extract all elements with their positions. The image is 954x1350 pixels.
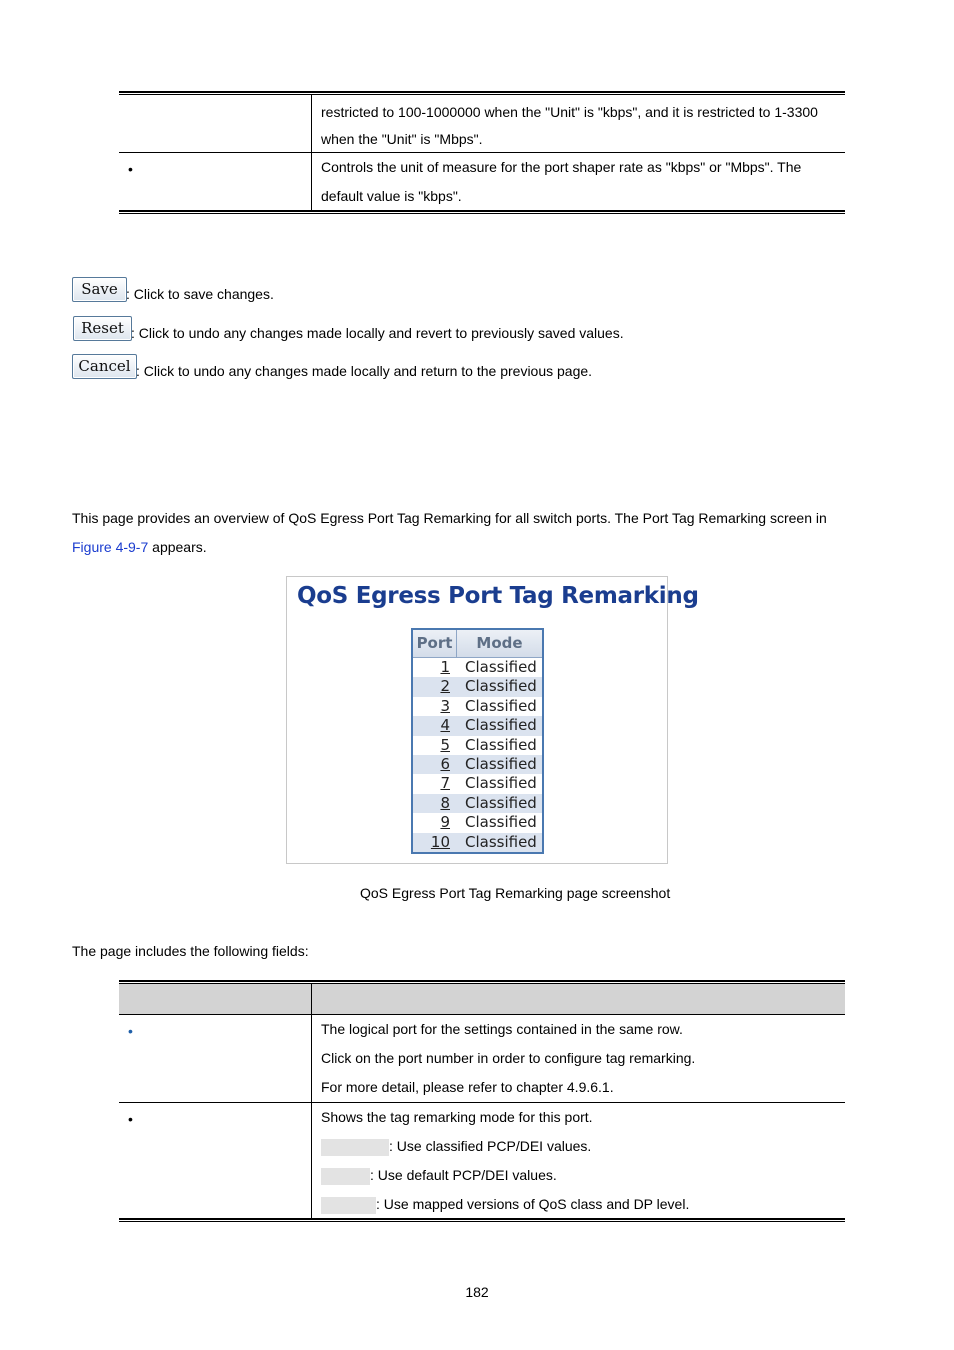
table-row (119, 95, 845, 153)
intro-line-2 (72, 539, 207, 555)
mode-option-mapped (321, 1190, 837, 1219)
intro-line-2-rest: appears. (148, 539, 207, 555)
intro-line-1: This page provides an overview of QoS Egress Port Tag Remarking for all switch ports. The Port Tag Remarking screen in (72, 510, 827, 526)
port-link[interactable]: 4 (440, 716, 450, 735)
mode-value: Classified (465, 658, 537, 676)
mode-value: Classified (465, 774, 537, 793)
bullet-icon: • (128, 1111, 133, 1127)
figure-screenshot (286, 576, 699, 864)
table-cell-label (119, 95, 312, 152)
mode-value: Classified (465, 716, 537, 735)
save-button-desc: : Click to save changes. (126, 286, 274, 302)
save-button[interactable]: Save (72, 277, 127, 302)
desc-line: when the "Unit" is "Mbps". (321, 131, 483, 147)
cancel-button[interactable]: Cancel (72, 354, 137, 379)
table-row (413, 774, 542, 793)
reset-button[interactable]: Reset (73, 316, 132, 341)
mode-option-classified (321, 1132, 837, 1161)
page-number: 182 (465, 1284, 489, 1300)
port-link[interactable]: 8 (440, 793, 450, 812)
port-mode-table (411, 628, 544, 854)
table-row (119, 1103, 845, 1218)
desc-line: default value is "kbps". (321, 188, 462, 204)
table-cell-desc (312, 1015, 845, 1102)
table-row (119, 153, 845, 210)
desc-line: restricted to 100-1000000 when the "Unit" is "kbps", and it is restricted to 1-3300 (321, 104, 818, 120)
port-table-body (413, 658, 542, 852)
mode-value: Classified (465, 754, 537, 773)
table-bottom-rule (119, 210, 845, 214)
desc-line: Controls the unit of measure for the port shaper rate as "kbps" or "Mbps". The (321, 159, 802, 175)
reset-button-desc: : Click to undo any changes made locally and revert to previously saved values. (131, 325, 624, 341)
desc-line: For more detail, please refer to chapter 4.9.6.1. (321, 1079, 614, 1095)
table-cell-label (119, 153, 312, 210)
option-desc: : Use default PCP/DEI values. (370, 1167, 557, 1183)
table-row (413, 736, 542, 755)
table-row (413, 677, 542, 696)
mode-value: Classified (465, 832, 537, 851)
port-link[interactable]: 5 (440, 735, 450, 754)
figure-caption: QoS Egress Port Tag Remarking page screenshot (360, 885, 671, 901)
header-cell-description (312, 984, 845, 1014)
table-cell-desc (312, 153, 845, 210)
top-table (119, 91, 845, 214)
option-desc: : Use mapped versions of QoS class and DP level. (376, 1196, 690, 1212)
table-row (413, 658, 542, 677)
cancel-button-desc: : Click to undo any changes made locally and return to the previous page. (136, 363, 593, 379)
option-desc: : Use classified PCP/DEI values. (389, 1138, 592, 1154)
save-button-line (72, 277, 274, 305)
port-link[interactable]: 10 (430, 832, 450, 851)
fields-table (119, 980, 845, 1222)
port-link[interactable]: 3 (440, 696, 450, 715)
mode-value: Classified (465, 793, 537, 812)
port-link[interactable]: 9 (440, 813, 450, 832)
table-cell-label (119, 1103, 312, 1218)
port-link[interactable]: 1 (440, 658, 450, 676)
desc-line: The logical port for the settings contained in the same row. (321, 1021, 683, 1037)
table-row (413, 794, 542, 813)
option-term-box (321, 1168, 370, 1185)
fields-intro: The page includes the following fields: (72, 943, 309, 959)
mode-value: Classified (465, 696, 537, 715)
mode-value: Classified (465, 813, 537, 832)
mode-column-header: Mode (476, 634, 523, 652)
option-term-box (321, 1139, 389, 1156)
figure-link[interactable]: Figure 4-9-7 (72, 539, 149, 555)
table-row (413, 755, 542, 774)
table-row (119, 1015, 845, 1103)
desc-line: Click on the port number in order to configure tag remarking. (321, 1050, 696, 1066)
port-link[interactable]: 6 (440, 754, 450, 773)
cancel-button-line (72, 354, 592, 382)
table-header-row (119, 984, 845, 1015)
port-link[interactable]: 7 (440, 774, 450, 793)
table-row (413, 716, 542, 735)
option-term-box (321, 1197, 376, 1214)
table-row (413, 813, 542, 832)
mode-option-default (321, 1161, 837, 1190)
desc-line: Shows the tag remarking mode for this port. (321, 1109, 593, 1125)
table-cell-desc (312, 95, 845, 152)
port-link[interactable]: 2 (440, 677, 450, 696)
bullet-icon: • (128, 1023, 133, 1039)
mode-value: Classified (465, 677, 537, 696)
table-bottom-rule (119, 1218, 845, 1222)
table-row (413, 697, 542, 716)
header-cell-object (119, 984, 312, 1014)
table-cell-desc (312, 1103, 845, 1218)
table-cell-label (119, 1015, 312, 1102)
reset-button-line (72, 316, 624, 344)
port-table-header (413, 630, 542, 658)
port-column-header: Port (413, 630, 457, 657)
mode-value: Classified (465, 735, 537, 754)
table-row (413, 833, 542, 852)
figure-title: QoS Egress Port Tag Remarking (297, 583, 699, 609)
bullet-icon: • (128, 161, 133, 177)
